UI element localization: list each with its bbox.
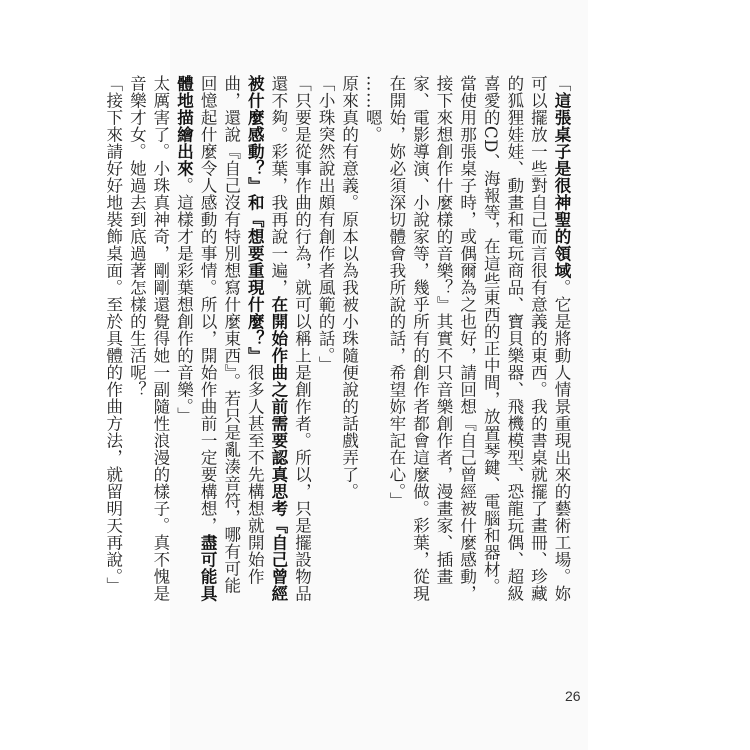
paragraph-3: 原來真的有意義。原本以為我被小珠隨便說的話戲弄了。	[339, 75, 359, 500]
text-segment: 「	[552, 75, 571, 92]
text-segment: 。這樣才是彩葉想創作的音樂。」	[174, 177, 194, 424]
vertical-text-body	[103, 75, 573, 607]
bold-phrase: 這張桌子是很神聖的領域	[552, 92, 571, 279]
text-segment: 很多人甚至不先構想就開始作曲，還說『自己沒有特別想寫什麼東西』。若只是亂湊音符，哪有可能回憶起什麼令人感動的事情。所以，開始作曲前一定要構想，	[198, 75, 265, 594]
paragraph-4: 「小珠突然說出頗有創作者風範的話。」	[316, 75, 336, 373]
paragraph-5	[172, 75, 314, 607]
bold-phrase: 在開始作曲之前需要認真思考『自己曾經被什麼感動？』和『想要重現什麼？』	[245, 75, 288, 602]
text-segment: 「只要是從事作曲的行為，就可以稱上是創作者。所以，只是擺設物品還不夠。彩葉，我再說一遍，	[268, 75, 312, 602]
page-number: 26	[565, 688, 581, 704]
paragraph-7: 「接下來請好好地裝飾桌面。至於具體的作曲方法，就留明天再說。」	[103, 75, 123, 594]
paragraph-6: 太厲害了。小珠真神奇，剛剛還覺得她一副隨性浪漫的樣子。真不愧是音樂才女。她過去到底過著怎樣的生活呢？	[127, 75, 170, 602]
bold-phrase: 盡可能具體地描繪出來	[174, 75, 218, 602]
text-segment: 。它是將動人情景重現出來的藝術工場。妳可以擺放一些對自己而言很有意義的東西。我的書桌就擺了畫冊、珍藏的狐狸娃娃、動畫和電玩商品、寶貝樂器、飛機模型、恐龍玩偶、超級喜愛的CD、海報等，在這些東西的正中間，放置琴鍵、電腦和器材。當使用那張桌子時，或偶爾為之也好，請回想『自己曾經被什麼感動，接下來想創作什麼樣的音樂？』其實不只音樂創作者，漫畫家、插畫家、電影導演、小說家等，幾乎所有的創作者都會這麼做。彩葉，從現在開始，妳必須深切體會我所說的話，希望妳牢記在心。」	[386, 75, 571, 602]
paragraph-1	[384, 75, 573, 607]
paragraph-2: ……嗯。	[363, 75, 383, 143]
